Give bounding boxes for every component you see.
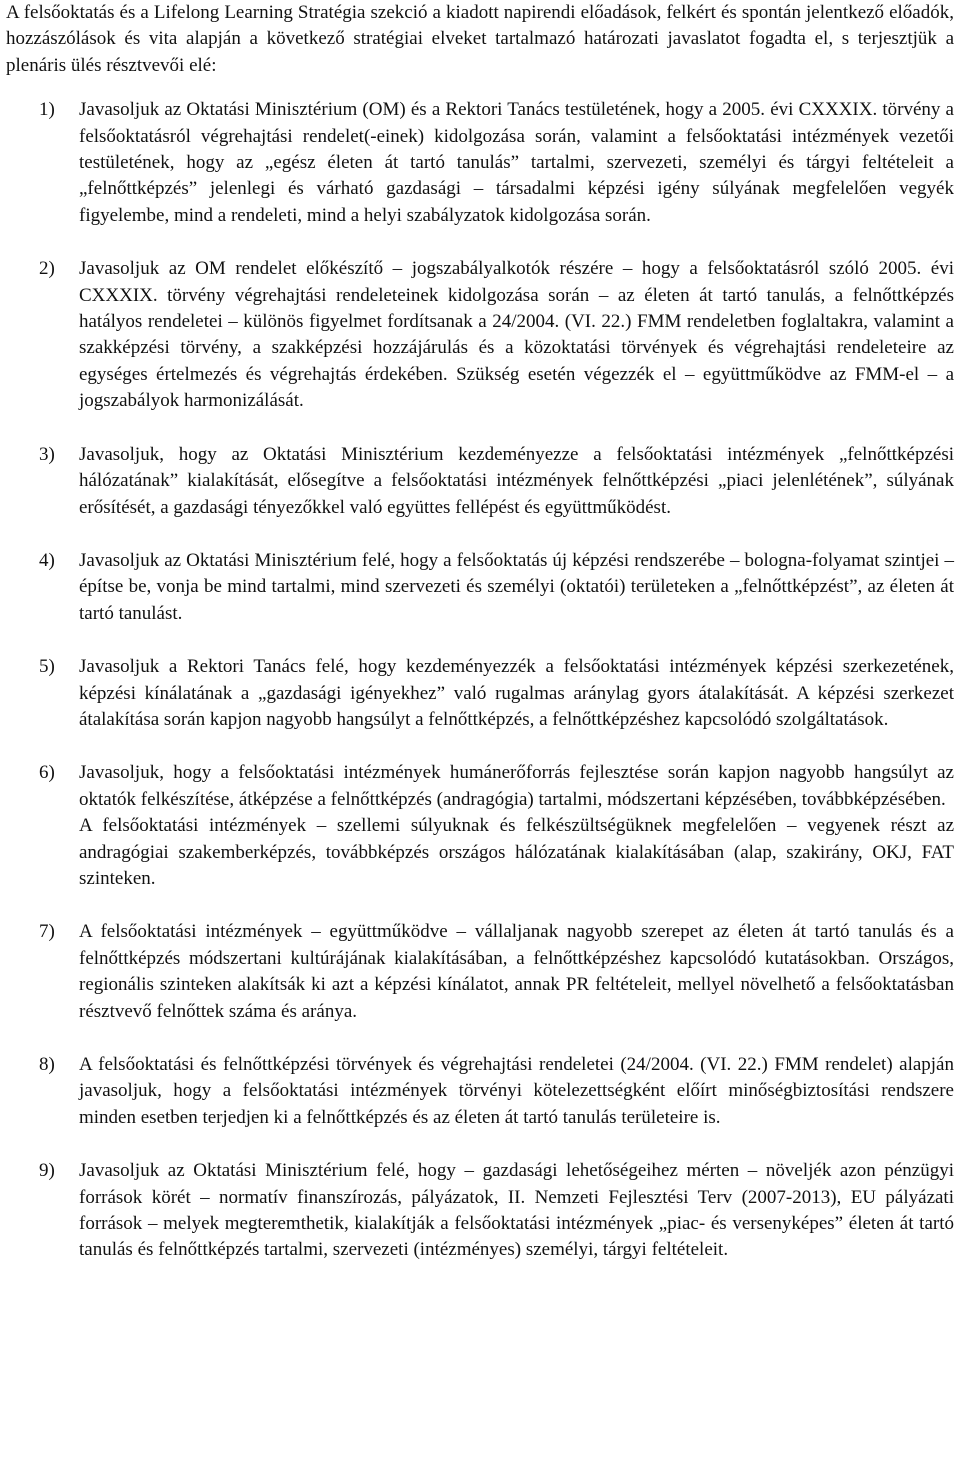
item-number: 5) [39, 656, 55, 678]
item-number: 2) [39, 258, 55, 280]
item-number: 4) [39, 549, 55, 571]
list-item [6, 548, 954, 627]
item-paragraph: A felsőoktatási intézmények – együttműködve – vállaljanak nagyobb szerepet az életen át tartó tanulás és a felnőttképzés módszertani kultúrájának kialakításában, a felnőttképzéshez kapcsolódó kutatásokban. Országos, regionális szinteken alakítsák ki azt a képzési kínálatot, annak PR feltételeit, mellyel növelhető a felsőoktatásban résztvevő felnőttek száma és aránya. [79, 921, 954, 1022]
item-body [79, 919, 954, 1025]
item-body [79, 1052, 954, 1131]
list-item [6, 760, 954, 892]
item-paragraph: Javasoljuk, hogy a felsőoktatási intézmények humánerőforrás fejlesztése során kapjon nagyobb hangsúlyt az oktatók felkészítése, átképzése a felnőttképzés (andragógia) tartalmi, módszertani képzésében, továbbképzésében. [79, 762, 954, 810]
item-body [79, 97, 954, 229]
list-item [6, 1158, 954, 1264]
item-number: 6) [39, 762, 55, 784]
item-body [79, 256, 954, 414]
item-paragraph: Javasoljuk az Oktatási Minisztérium felé, hogy a felsőoktatás új képzési rendszerébe – bologna-folyamat szintjei – építse be, vonja be mind tartalmi, mind szervezeti és személyi (oktatói) területeken a „felnőttképzést”, az életen át tartó tanulást. [79, 549, 954, 624]
item-paragraph: Javasoljuk az OM rendelet előkészítő – jogszabályalkotók részére – hogy a felsőoktatásról szóló 2005. évi CXXXIX. törvény végrehajtási rendeleteinek kidolgozása során – az életen át tartó tanulás, a felnőttképzés hatályos rendeletei – különös figyelmet fordítsanak a 24/2004. (VI. 22.) FMM rendeletben foglaltakra, valamint a szakképzési törvény, a szakképzési hozzájárulás és a közoktatási törvények és végrehajtási rendeleteire az egységes értelmezés és végrehajtás érdekében. Szükség esetén végezzék el – együttműködve az FMM-el – a jogszabályok harmonizálását. [79, 258, 954, 412]
list-item [6, 654, 954, 733]
list-item [6, 97, 954, 229]
item-paragraph: Javasoljuk, hogy az Oktatási Minisztérium kezdeményezze a felsőoktatási intézmények „felnőttképzési hálózatának” kialakítását, elősegítve a felsőoktatási intézmények felnőttképzési „piaci jelenlétének”, súlyának erősítését, a gazdasági tényezőkkel való együttes fellépést és együttműködést. [79, 443, 954, 518]
list-item [6, 442, 954, 521]
item-number: 1) [39, 99, 55, 121]
intro-paragraph: A felsőoktatás és a Lifelong Learning Stratégia szekció a kiadott napirendi előadások, felkért és spontán jelentkező előadók, hozzászólások és vita alapján a következő stratégiai elveket tartalmazó határozati javaslatot fogadta el, s terjesztjük a plenáris ülés résztvevői elé: [6, 2, 954, 76]
item-paragraph: Javasoljuk a Rektori Tanács felé, hogy kezdeményezzék a felsőoktatási intézmények képzési szerkezetének, képzési kínálatának a „gazdasági igényekhez” való rugalmas aránylag gyors átalakítását. A képzési szerkezet átalakítása során kapjon nagyobb hangsúlyt a felnőttképzés, a felnőttképzéshez kapcsolódó szolgáltatások. [79, 656, 954, 730]
item-number: 9) [39, 1160, 55, 1182]
item-number: 8) [39, 1054, 55, 1075]
item-body [79, 548, 954, 627]
item-body [79, 1158, 954, 1264]
item-paragraph: Javasoljuk az Oktatási Minisztérium (OM) és a Rektori Tanács testületének, hogy a 2005. évi CXXXIX. törvény a felsőoktatásról végrehajtási rendelet(-einek) kidolgozása során, valamint a felsőoktatási intézmények vezetői testületének, hogy az „egész életen át tartó tanulás” tartalmi, szervezeti, személyi és tárgyi feltételeit a „felnőttképzés” jelenlegi és várható gazdasági – társadalmi képzési igény súlyának megfelelően vegyék figyelembe, mind a rendeleti, mind a helyi szabályzatok kidolgozása során. [79, 99, 954, 226]
item-number: 3) [39, 443, 55, 465]
item-body [79, 442, 954, 521]
item-paragraph: Javasoljuk az Oktatási Minisztérium felé, hogy – gazdasági lehetőségeihez mérten – növeljék azon pénzügyi források körét – normatív finanszírozás, pályázatok, II. Nemzeti Fejlesztési Terv (2007-2013), EU pályázati források – melyek megteremthetik, kialakítják a felsőoktatási intézmények „piac- és versenyképes” életen át tartó tanulás és felnőttképzés tartalmi, szervezeti (intézményes) személyi, tárgyi feltételeit. [79, 1160, 954, 1261]
item-paragraph: A felsőoktatási és felnőttképzési törvények és végrehajtási rendeletei (24/2004. (VI. 22.) FMM rendelet) alapján javasoljuk, hogy a felsőoktatási intézmények törvényi kötelezettségként előírt minőségbiztosítási rendszere minden esetben terjedjen ki a felnőttképzés és az életen át tartó tanulás területeire is. [79, 1054, 954, 1128]
item-body [79, 654, 954, 733]
list-item [6, 919, 954, 1025]
item-number: 7) [39, 921, 55, 943]
list-item [6, 1052, 954, 1131]
item-body [79, 760, 954, 892]
list-item [6, 256, 954, 414]
item-paragraph: A felsőoktatási intézmények – szellemi súlyuknak és felkészültségüknek megfelelően – vegyenek részt az andragógiai szakemberképzés, továbbképzés országos hálózatának kialakításában (alap, szakirány, OKJ, FAT szinteken. [79, 815, 954, 889]
